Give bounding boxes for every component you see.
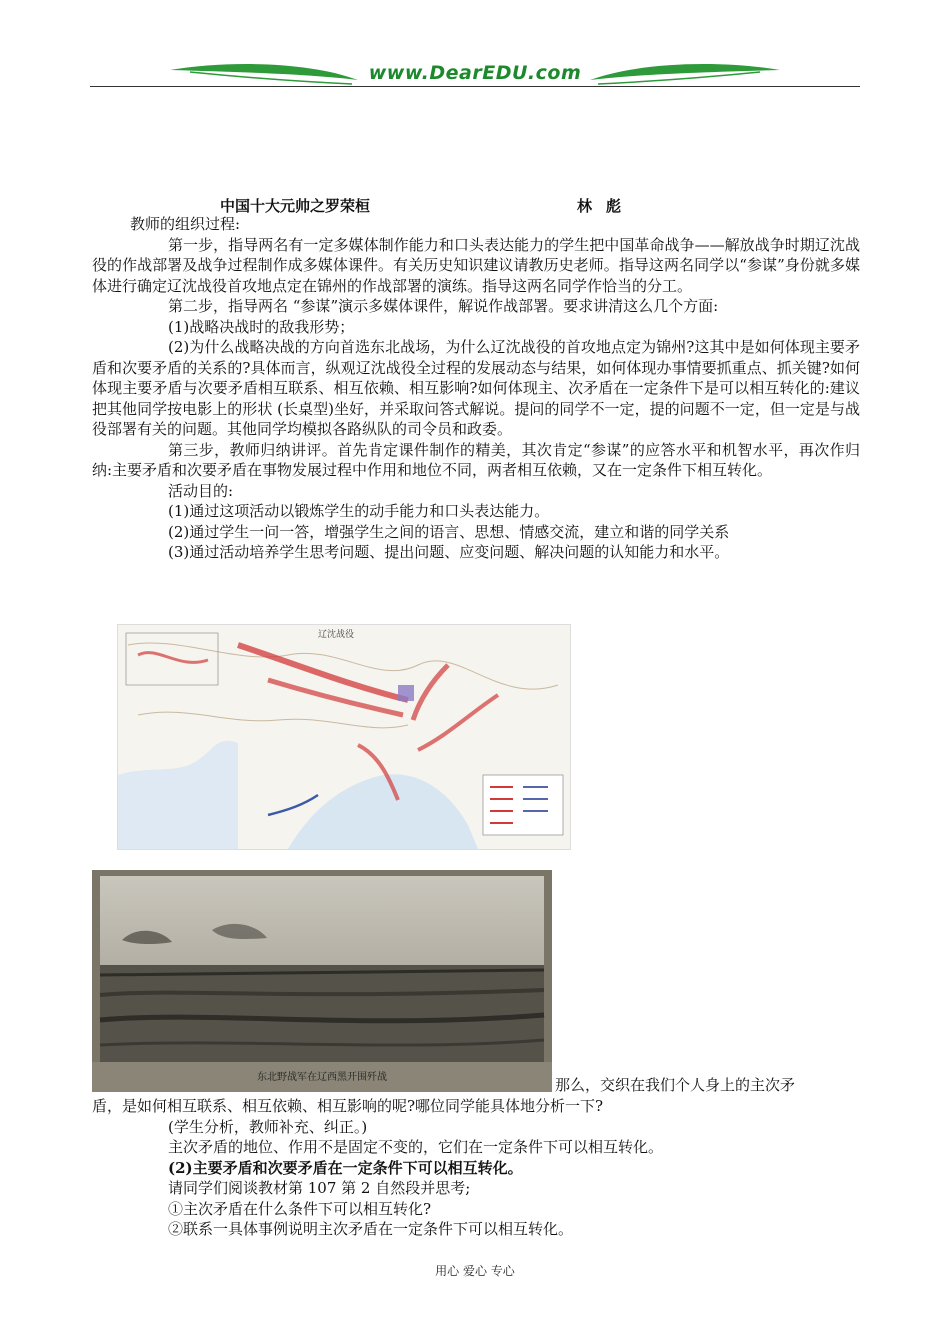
goal-3: (3)通过活动培养学生思考问题、提出问题、应变问题、解决问题的认知能力和水平。 — [168, 543, 730, 561]
paragraph-student-analysis: (学生分析，教师补充、纠正。) — [168, 1117, 368, 1136]
goal-title: 活动目的: — [168, 481, 234, 500]
battle-photo-image — [92, 870, 552, 1092]
battle-map-image — [117, 624, 571, 850]
list-item-1: (1)战略决战时的敌我形势； — [168, 317, 355, 336]
paragraph-transform: 主次矛盾的地位、作用不是固定不变的，它们在一定条件下可以相互转化。 — [168, 1138, 664, 1156]
goal-1: (1)通过这项活动以锻炼学生的动手能力和口头表达能力。 — [168, 502, 550, 520]
paragraph-step2: 第二步，指导两名 “参谋”演示多媒体课件，解说作战部署。要求讲清这么几个方面: — [168, 297, 719, 315]
paragraph-step1: 第一步，指导两名有一定多媒体制作能力和口头表达能力的学生把中国革命战争——解放战争时期辽沈战役的作战部署及战争过程制作成多媒体课件。有关历史知识建议请教历史老师。指导这两名同学以“参谋”身份就多媒体进行确定辽沈战役首攻地点定在锦州的作战部署的演练。指导这两名同学作恰当的分工。 — [92, 235, 860, 295]
goal-2: (2)通过学生一问一答，增强学生之间的语言、思想、情感交流，建立和谐的同学关系 — [168, 522, 730, 541]
intro-line: 教师的组织过程: — [130, 215, 241, 233]
header-rule — [90, 86, 860, 87]
paragraph-item2: (2)为什么战略决战的方向首选东北战场，为什么辽沈战役的首攻地点定为锦州?这其中是如何体现主要矛盾和次要矛盾的关系的?具体而言，纵观辽沈战役全过程的发展动态与结果，如何体现办事情要抓重点、抓关键?如何体现主要矛盾与次要矛盾相互联系、相互依赖、相互影响?如何体现主、次矛盾在一定条件下是可以相互转化的:建议把其他同学按电影上的形状 (长桌型)坐好，并采取问答式解说。提问的同学不一定，提的问题不一定，但一定是与战役部署有关的问题。其他同学均模拟各路纵队的司令员和政委。 — [92, 338, 860, 438]
map-label: 辽沈战役 — [318, 630, 355, 640]
title-left: 中国十大元帅之罗荣桓 — [220, 197, 371, 215]
page-footer: 用心 爱心 专心 — [435, 1264, 515, 1278]
title-right: 林彪 — [577, 197, 636, 215]
paragraph-reading: 请同学们阅谈教材第 107 第 2 自然段并思考; — [168, 1179, 471, 1197]
text-after-photo: 那么，交织在我们个人身上的主次矛 — [555, 1076, 796, 1094]
site-logo[interactable]: www.DearEDU.com — [368, 62, 582, 84]
paragraph-continuation: 盾，是如何相互联系、相互依赖、相互影响的呢?哪位同学能具体地分析一下? — [92, 1097, 604, 1115]
paragraph-step3: 第三步，教师归纳讲评。首先肯定课件制作的精美，其次肯定“参谋”的应答水平和机智水平，再次作归纳:主要矛盾和次要矛盾在事物发展过程中作用和地位不同，两者相互依赖，又在一定条件下相互转化。 — [92, 440, 860, 479]
page-title — [220, 195, 660, 215]
body-section-1 — [92, 214, 860, 563]
body-section-2 — [92, 1096, 860, 1240]
question-1: ①主次矛盾在什么条件下可以相互转化? — [168, 1199, 432, 1218]
photo-caption: 东北野战军在辽西黑开围歼战 — [257, 1072, 387, 1083]
section-heading-2: (2)主要矛盾和次要矛盾在一定条件下可以相互转化。 — [168, 1158, 523, 1177]
question-2: ②联系一具体事例说明主次矛盾在一定条件下可以相互转化。 — [168, 1220, 574, 1238]
